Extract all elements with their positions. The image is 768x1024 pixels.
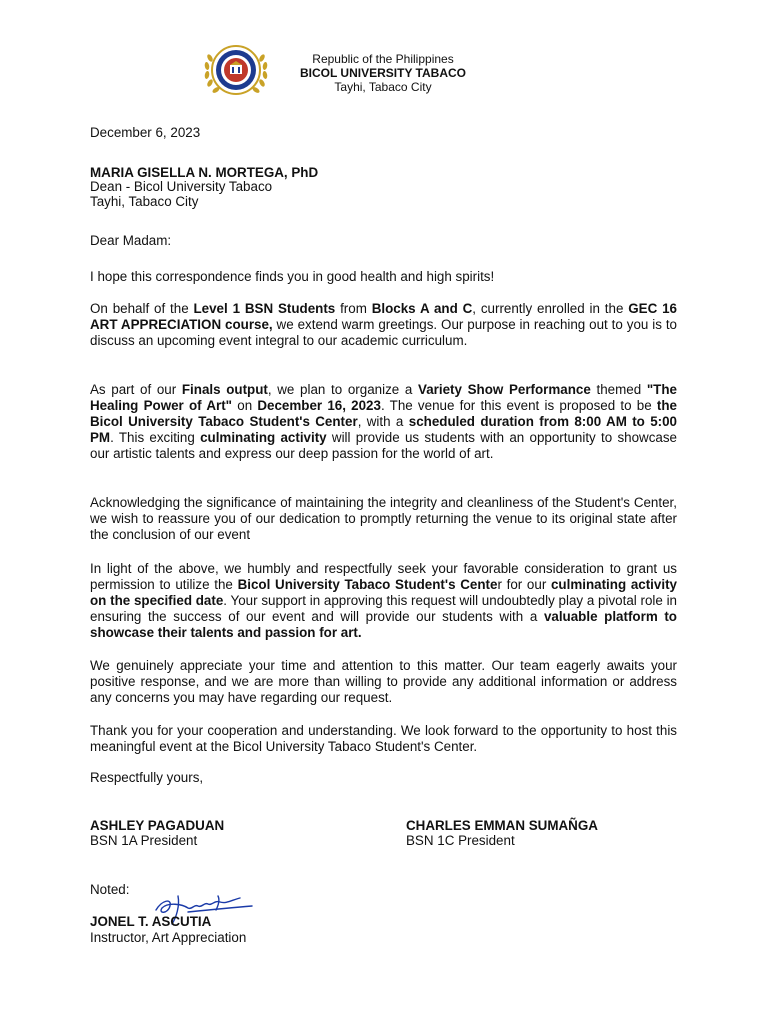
- signatory-1-role: BSN 1A President: [90, 833, 198, 848]
- paragraph-text: r for our: [497, 577, 551, 593]
- emphasis-text: "The Healing Power of Art": [90, 382, 677, 414]
- paragraph-text: , we plan to organize a: [267, 382, 418, 397]
- paragraph-text: themed: [590, 382, 647, 397]
- emphasis-text: culminating activity on the specified date: [90, 577, 677, 609]
- paragraph-text: Thank you for your cooperation and understanding. We look forward to the opportunity to host this meaningful event at the Bicol University Tabaco Student's Center.: [90, 723, 677, 755]
- emphasis-text: GEC 16 ART APPRECIATION course,: [90, 301, 677, 333]
- emphasis-text: Level 1 BSN Students: [193, 301, 336, 316]
- paragraph-text: . Your support in approving this request will undoubtedly play a pivotal role in ensuring the success of our event and will provide our students with a: [90, 593, 677, 625]
- paragraph-text: will provide us students with an opportunity to showcase our artistic talents and express our deep passion for the world of art.: [90, 430, 677, 462]
- university-seal-icon: [201, 42, 271, 98]
- paragraph-cleanliness: [90, 495, 677, 543]
- paragraph-text: Acknowledging the significance of maintaining the integrity and cleanliness of the Student's Center, we wish to reassure you of our dedication to promptly returning the venue to its original state after the conclusion of our event: [90, 495, 677, 543]
- recipient-name: MARIA GISELLA N. MORTEGA, PhD: [90, 165, 319, 180]
- emphasis-text: December 16, 2023: [257, 398, 381, 414]
- paragraph-text: . The venue for this event is proposed to be: [380, 398, 657, 414]
- paragraph-text: on: [232, 398, 258, 414]
- signatory-1-name: ASHLEY PAGADUAN: [90, 818, 225, 833]
- emphasis-text: scheduled duration from 8:00 AM to 5:00 PM: [90, 414, 677, 446]
- paragraph-text: On behalf of the: [90, 301, 194, 316]
- signatory-2-name: CHARLES EMMAN SUMAÑGA: [406, 818, 598, 833]
- noted-role: Instructor, Art Appreciation: [90, 930, 247, 945]
- paragraph-text: from: [335, 301, 372, 316]
- letterhead-address: Tayhi, Tabaco City: [334, 80, 432, 94]
- signatory-2-role: BSN 1C President: [406, 833, 515, 848]
- paragraph-greeting: [90, 269, 677, 285]
- paragraph-event-details: [90, 382, 677, 462]
- paragraph-request: [90, 561, 677, 641]
- letterhead-country: Republic of the Philippines: [312, 52, 454, 66]
- noted-name: JONEL T. ASCUTIA: [90, 914, 212, 929]
- paragraph-thanks: [90, 723, 677, 755]
- paragraph-introduction: [90, 301, 677, 349]
- emphasis-text: valuable platform to showcase their talents and passion for art.: [90, 609, 677, 641]
- paragraph-text: I hope this correspondence finds you in good health and high spirits!: [90, 269, 495, 284]
- paragraph-text: As part of our: [90, 382, 182, 397]
- paragraph-appreciation: [90, 658, 677, 706]
- paragraph-text: we extend warm greetings. Our purpose in reaching out to you is to discuss an upcoming event integral to our academic curriculum.: [90, 317, 677, 349]
- paragraph-text: , currently enrolled in the: [472, 301, 629, 316]
- noted-label: Noted:: [90, 882, 130, 897]
- letter-date: December 6, 2023: [90, 125, 201, 140]
- emphasis-text: Blocks A and C: [371, 301, 473, 316]
- emphasis-text: culminating activity: [200, 430, 327, 446]
- recipient-title: Dean - Bicol University Tabaco: [90, 179, 273, 194]
- salutation: Dear Madam:: [90, 233, 172, 248]
- emphasis-text: Variety Show Performance: [418, 382, 591, 397]
- paragraph-text: , with a: [357, 414, 409, 430]
- emphasis-text: the Bicol University Tabaco Student's Center: [90, 398, 677, 430]
- letterhead-university: BICOL UNIVERSITY TABACO: [299, 66, 466, 80]
- emphasis-text: Bicol University Tabaco Student's Cente: [237, 577, 498, 593]
- closing: Respectfully yours,: [90, 770, 204, 785]
- recipient-address: Tayhi, Tabaco City: [90, 194, 199, 209]
- emphasis-text: Finals output: [181, 382, 268, 397]
- paragraph-text: We genuinely appreciate your time and attention to this matter. Our team eagerly awaits your positive response, and we are more than willing to provide any additional information or address any concerns you may have regarding our request.: [90, 658, 677, 706]
- paragraph-text: . This exciting: [110, 430, 201, 446]
- paragraph-text: In light of the above, we humbly and respectfully seek your favorable consideration to grant us permission to utilize the: [90, 561, 677, 593]
